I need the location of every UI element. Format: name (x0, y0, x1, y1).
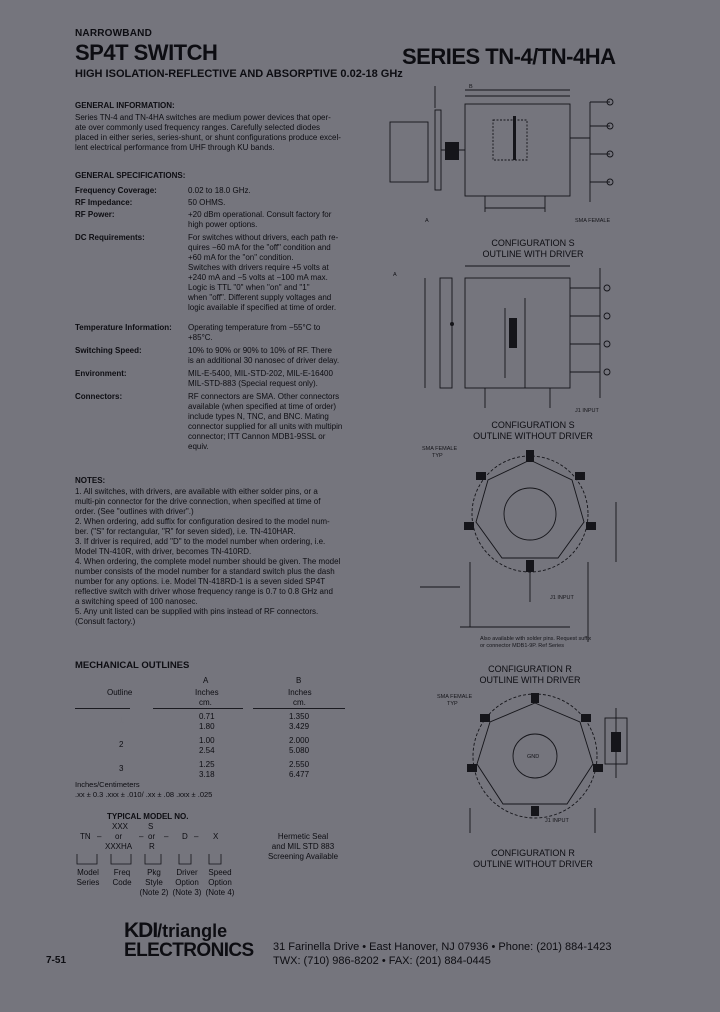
model-label-line: Model (77, 868, 99, 877)
company-contact: TWX: (710) 986-8202 • FAX: (201) 884-0445 (273, 955, 491, 967)
spec-line: Switches with drivers require +5 volts at (188, 263, 329, 272)
cell-b-in: 1.350 (289, 712, 310, 721)
col-outline-header: Outline (107, 688, 133, 697)
hermetic-line: Hermetic Seal (277, 832, 329, 841)
config-subtitle: OUTLINE WITHOUT DRIVER (473, 859, 593, 869)
spec-value (188, 369, 360, 389)
model-label-line: Option (208, 878, 232, 887)
config-s-without-driver-drawing (385, 258, 655, 418)
tolerance-text: .xx ± 0.3 .xxx ± .010/ .xx ± .08 .xxx ± .025 (75, 790, 213, 799)
config-title: CONFIGURATION R (488, 664, 572, 674)
general-info-line: ate over commonly used frequency ranges. Carefully selected diodes (75, 123, 321, 132)
spec-label: Environment: (75, 369, 127, 378)
divider (75, 708, 130, 709)
cell-b-in: 2.000 (289, 736, 310, 745)
model-label-series (75, 868, 101, 888)
spec-line: 10% to 90% or 90% to 10% of RF. There (188, 346, 332, 355)
cell-a-cm: 3.18 (199, 770, 215, 779)
spec-line: For switches without drivers, each path re- (188, 233, 339, 242)
spec-label: RF Impedance: (75, 198, 133, 207)
note-line: reflective switch with driver whose frequency range is 0.7 to 0.8 GHz and (75, 587, 333, 596)
spec-line: quires −60 mA for the "off" condition and (188, 243, 331, 252)
spec-value (188, 233, 360, 313)
model-breakdown (75, 822, 275, 897)
config-r-without-driver-drawing (395, 688, 675, 843)
spec-line: connector supplied for all units with multipin (188, 422, 343, 431)
model-dash: – (139, 832, 144, 841)
col-a-header: A (203, 676, 209, 685)
category-label: NARROWBAND (75, 28, 152, 39)
specs-table (75, 186, 365, 458)
company-address: 31 Farinella Drive • East Hanover, NJ 07936 • Phone: (201) 884-1423 (273, 941, 612, 953)
model-label-freq (107, 868, 137, 888)
dim-label: SMA FEMALE (575, 218, 611, 224)
model-brackets (75, 852, 235, 868)
spec-line: available (when specified at time of order) (188, 402, 337, 411)
page-number: 7-51 (46, 955, 67, 966)
spec-line: +60 mA for the "on" condition. (188, 253, 294, 262)
note-line: ber. ("S" for rectangular, "R" for seven sided), i.e. TN-410HAR. (75, 527, 296, 536)
note-line: 2. When ordering, add suffix for configuration desired to the model num- (75, 517, 330, 526)
spec-value (188, 346, 360, 366)
spec-row (75, 392, 365, 458)
config-r-with-driver-drawing (400, 442, 670, 657)
dim-label: A (393, 272, 397, 278)
subtitle: HIGH ISOLATION-REFLECTIVE AND ABSORPTIVE 0.02-18 GHz (75, 68, 403, 80)
dim-label: GND (527, 754, 540, 760)
company-logo (124, 919, 254, 962)
model-label-line: (Note 3) (172, 888, 202, 897)
model-part-series: TN (80, 832, 91, 841)
dim-label: TYP (432, 453, 443, 459)
hermetic-line: and MIL STD 883 (271, 842, 335, 851)
outline-number: 3 (119, 764, 124, 773)
spec-label: Switching Speed: (75, 346, 142, 355)
cell-b-in: 2.550 (289, 760, 310, 769)
dim-label: SMA FEMALE (422, 446, 458, 452)
notes-heading: NOTES: (75, 476, 106, 485)
config-caption (465, 664, 595, 686)
mechanical-heading: MECHANICAL OUTLINES (75, 660, 190, 671)
model-label-line: Style (145, 878, 163, 887)
unit-inches: Inches (288, 688, 312, 697)
dim-label: B (469, 84, 473, 90)
spec-row (75, 233, 365, 323)
config-title: CONFIGURATION R (491, 848, 575, 858)
divider (253, 708, 345, 709)
dim-label: SMA FEMALE (437, 694, 473, 700)
spec-line: is an additional 30 nanosec of driver delay. (188, 356, 340, 365)
model-label-line: Code (112, 878, 132, 887)
model-label-pkg (138, 868, 170, 898)
model-label-line: Freq (113, 868, 131, 877)
spec-row (75, 369, 365, 392)
unit-cm: cm. (199, 698, 212, 707)
note-line: order. (See "outlines with driver".) (75, 507, 194, 516)
col-b-header: B (296, 676, 302, 685)
config-caption (468, 848, 598, 870)
model-part-pkg-alt: R (149, 842, 155, 851)
unit-inches: Inches (195, 688, 219, 697)
general-info-line: lent electrical performance from UHF through KU bands. (75, 143, 275, 152)
spec-line: equiv. (188, 442, 209, 451)
logo-electronics: ELECTRONICS (124, 940, 254, 961)
model-part-driver: D (182, 832, 188, 841)
dim-label: J1 INPUT (545, 818, 569, 824)
note-line: Model TN-410R, with driver, becomes TN-410RD. (75, 547, 252, 556)
spec-label: DC Requirements: (75, 233, 145, 242)
model-or: or (148, 832, 156, 841)
spec-value (188, 323, 360, 343)
unit-cm: cm. (293, 698, 306, 707)
logo-triangle: /triangle (157, 921, 228, 941)
spec-label: Connectors: (75, 392, 123, 401)
cell-b-cm: 6.477 (289, 770, 310, 779)
model-part-freq: XXX (112, 822, 129, 831)
model-part-freq-alt: XXXHA (105, 842, 133, 851)
cell-a-in: 1.00 (199, 736, 215, 745)
dim-label: TYP (447, 701, 458, 707)
general-info-line: placed in either series, series-shunt, or shunt configurations produce excel- (75, 133, 341, 142)
model-part-pkg: S (148, 822, 154, 831)
spec-line: MIL-E-5400, MIL-STD-202, MIL-E-16400 (188, 369, 333, 378)
spec-row (75, 186, 365, 198)
spec-line: Operating temperature from −55°C to (188, 323, 321, 332)
dim-label: Also available with solder pins. Request suffix (480, 636, 592, 642)
spec-line: logic available if specified at time of order. (188, 303, 337, 312)
model-label-line: (Note 2) (139, 888, 169, 897)
spec-line: +240 mA and −5 volts at −100 mA max. (188, 273, 328, 282)
outline-number: 1 (119, 716, 124, 725)
model-dash: – (97, 832, 102, 841)
notes-text (75, 487, 370, 627)
hermetic-note (258, 832, 348, 862)
mechanical-table (75, 676, 365, 779)
config-caption (468, 420, 598, 442)
note-line: (Consult factory.) (75, 617, 136, 626)
hermetic-line: Screening Available (267, 852, 339, 861)
spec-line: +20 dBm operational. Consult factory for (188, 210, 332, 219)
general-info-line: Series TN-4 and TN-4HA switches are medium power devices that oper- (75, 113, 331, 122)
spec-line: include types N, TNC, and BNC. Mating (188, 412, 329, 421)
model-label-line: Series (76, 878, 100, 887)
cell-a-in: 0.71 (199, 712, 215, 721)
spec-row (75, 323, 365, 346)
cell-a-in: 1.25 (199, 760, 215, 769)
note-line: 3. If driver is required, add "D" to the model number when ordering, i.e. (75, 537, 326, 546)
note-line: 5. Any unit listed can be supplied with pins instead of RF connectors. (75, 607, 319, 616)
divider (153, 708, 243, 709)
spec-line: +85°C. (188, 333, 213, 342)
config-caption (468, 238, 598, 260)
spec-line: 50 OHMS. (188, 198, 226, 207)
spec-label: RF Power: (75, 210, 115, 219)
spec-row (75, 346, 365, 369)
spec-value (188, 198, 360, 208)
spec-line: MIL-STD-883 (Special request only). (188, 379, 318, 388)
config-subtitle: OUTLINE WITH DRIVER (482, 249, 584, 259)
spec-value (188, 210, 360, 230)
config-subtitle: OUTLINE WITHOUT DRIVER (473, 431, 593, 441)
config-title: CONFIGURATION S (491, 238, 575, 248)
model-or: or (115, 832, 123, 841)
cell-b-cm: 3.429 (289, 722, 310, 731)
note-line: 1. All switches, with drivers, are available with either solder pins, or a (75, 487, 318, 496)
model-dash: – (194, 832, 199, 841)
outline-number: 2 (119, 740, 124, 749)
dim-label: A (425, 218, 429, 224)
general-info-heading: GENERAL INFORMATION: (75, 101, 175, 110)
model-dash: – (164, 832, 169, 841)
dim-label: or connector MDB1-9P. Ref Series (480, 643, 564, 649)
spec-row (75, 198, 365, 210)
model-label-line: Option (175, 878, 199, 887)
cell-a-cm: 1.80 (199, 722, 215, 731)
model-label-line: Driver (176, 868, 198, 877)
spec-line: Logic is TTL "0" when "on" and "1" (188, 283, 310, 292)
spec-value (188, 186, 360, 196)
note-line: number consists of the model number for a standard switch plus the dash (75, 567, 335, 576)
config-title: CONFIGURATION S (491, 420, 575, 430)
spec-line: 0.02 to 18.0 GHz. (188, 186, 251, 195)
config-subtitle: OUTLINE WITH DRIVER (479, 675, 581, 685)
product-title: SP4T SWITCH (75, 40, 218, 65)
dim-label: J1 INPUT (575, 408, 599, 414)
spec-value (188, 392, 360, 452)
model-label-speed (203, 868, 237, 898)
specs-heading: GENERAL SPECIFICATIONS: (75, 171, 186, 180)
config-s-with-driver-drawing (385, 82, 655, 232)
model-label-driver (171, 868, 203, 898)
spec-label: Frequency Coverage: (75, 186, 157, 195)
model-part-speed: X (213, 832, 219, 841)
model-label-line: (Note 4) (205, 888, 235, 897)
spec-line: when "off". Different supply voltages and (188, 293, 332, 302)
series-title: SERIES TN-4/TN-4HA (402, 44, 616, 69)
model-heading: TYPICAL MODEL NO. (107, 812, 189, 821)
note-line: multi-pin connector for the drive connection, when specified at time of (75, 497, 321, 506)
spec-row (75, 210, 365, 233)
spec-label: Temperature Information: (75, 323, 172, 332)
note-line: a switching speed of 100 nanosec. (75, 597, 198, 606)
spec-line: connector; ITT Cannon MDB1-9SSL or (188, 432, 326, 441)
model-label-line: Speed (208, 868, 232, 877)
spec-line: RF connectors are SMA. Other connectors (188, 392, 340, 401)
model-label-line: Pkg (147, 868, 161, 877)
spec-line: high power options. (188, 220, 258, 229)
tolerance-title: Inches/Centimeters (75, 780, 140, 789)
cell-a-cm: 2.54 (199, 746, 215, 755)
logo-kdi: KDI (124, 919, 158, 942)
cell-b-cm: 5.080 (289, 746, 310, 755)
note-line: 4. When ordering, the complete model number should be given. The model (75, 557, 341, 566)
general-info-text (75, 113, 365, 153)
dim-label: J1 INPUT (550, 595, 574, 601)
note-line: number for any options. i.e. Model TN-418RD-1 is a seven sided SP4T (75, 577, 326, 586)
